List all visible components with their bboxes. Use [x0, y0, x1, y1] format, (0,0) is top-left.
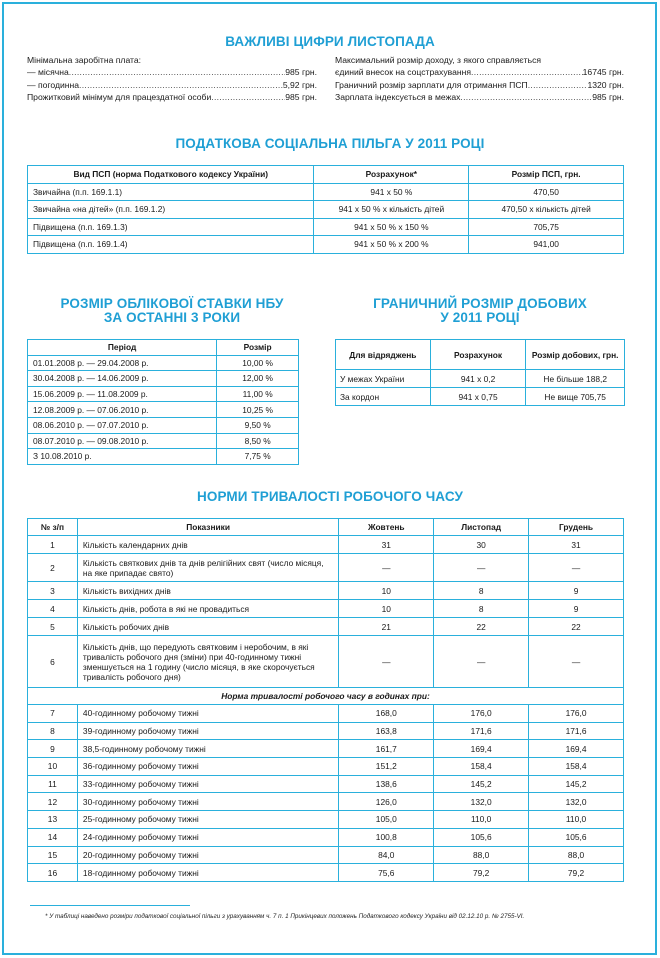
wt-cell: 110,0	[529, 811, 624, 829]
table-row	[28, 183, 624, 201]
wt-cell: 158,4	[529, 758, 624, 776]
table-row	[28, 201, 624, 219]
psp-cell: 470,50 х кількість дітей	[469, 201, 624, 219]
stat-row	[335, 91, 624, 103]
table-row	[28, 618, 624, 636]
nbu-cell: 11,00 %	[217, 386, 299, 402]
wt-cell: 33-годинному робочому тижні	[77, 775, 338, 793]
psp-cell: 941 х 50 % х кількість дітей	[314, 201, 469, 219]
per-diem-cell: 941 х 0,75	[430, 388, 526, 406]
work-time-header: Жовтень	[339, 519, 434, 536]
table-row	[28, 864, 624, 882]
stat-row	[335, 79, 624, 91]
per-diem-table	[335, 339, 625, 406]
table-row	[28, 758, 624, 776]
nbu-title-line: РОЗМІР ОБЛІКОВОЇ СТАВКИ НБУ	[60, 296, 284, 311]
table-row	[28, 705, 624, 723]
table-row	[28, 355, 299, 371]
nbu-cell: 15.06.2009 р. — 11.08.2009 р.	[28, 386, 217, 402]
wt-cell: 84,0	[339, 846, 434, 864]
wt-cell: 105,6	[529, 828, 624, 846]
wt-cell: 30	[434, 536, 529, 554]
table-row	[28, 722, 624, 740]
wt-cell: 25-годинному робочому тижні	[77, 811, 338, 829]
per-diem-cell: Не більше 188,2	[526, 370, 625, 388]
wt-cell: 158,4	[434, 758, 529, 776]
psp-cell: 705,75	[469, 218, 624, 236]
wt-cell: 169,4	[529, 740, 624, 758]
key-figures-left	[27, 54, 317, 104]
psp-cell: 941 х 50 % х 150 %	[314, 218, 469, 236]
work-time-header: № з/п	[28, 519, 78, 536]
wt-cell: 36-годинному робочому тижні	[77, 758, 338, 776]
stat-row	[335, 66, 624, 78]
table-row	[28, 600, 624, 618]
table-row	[336, 370, 625, 388]
table-row	[28, 828, 624, 846]
wt-cell: 13	[28, 811, 78, 829]
wt-cell: Кількість святкових днів та днів релігійних свят (число місяця, на яке припадає свято)	[77, 554, 338, 582]
nbu-cell: 10,00 %	[217, 355, 299, 371]
wt-cell: 5	[28, 618, 78, 636]
nbu-header: Розмір	[217, 340, 299, 356]
wt-cell: 8	[434, 600, 529, 618]
wt-cell: 11	[28, 775, 78, 793]
table-row	[28, 793, 624, 811]
wt-cell: 10	[28, 758, 78, 776]
wt-cell: 132,0	[529, 793, 624, 811]
table-row	[28, 846, 624, 864]
stat-label: Прожитковий мінімум для працездатної особи	[27, 92, 212, 103]
min-wage-heading: Мінімальна заробітна плата:	[27, 55, 142, 65]
key-figures-title: ВАЖЛИВІ ЦИФРИ ЛИСТОПАДА	[225, 34, 435, 49]
nbu-cell: З 10.08.2010 р.	[28, 449, 217, 465]
wt-cell: 39-годинному робочому тижні	[77, 722, 338, 740]
wt-cell: 9	[529, 582, 624, 600]
wt-cell: 3	[28, 582, 78, 600]
wt-cell: 4	[28, 600, 78, 618]
wt-cell: —	[529, 554, 624, 582]
psp-table	[27, 165, 624, 254]
wt-cell: 105,6	[434, 828, 529, 846]
norm-subheader: Норма тривалості робочого часу в годинах при:	[28, 688, 624, 705]
psp-header: Розмір ПСП, грн.	[469, 166, 624, 184]
work-time-title: НОРМИ ТРИВАЛОСТІ РОБОЧОГО ЧАСУ	[197, 489, 463, 504]
stat-value: 5,92 грн.	[282, 79, 317, 90]
psp-header: Розрахунок*	[314, 166, 469, 184]
work-time-table	[27, 518, 624, 882]
psp-cell: 941,00	[469, 236, 624, 254]
per-diem-header: Розмір добових, грн.	[526, 340, 625, 370]
wt-cell: 2	[28, 554, 78, 582]
wt-cell: 75,6	[339, 864, 434, 882]
wt-cell: 24-годинному робочому тижні	[77, 828, 338, 846]
nbu-cell: 9,50 %	[217, 417, 299, 433]
nbu-cell: 7,75 %	[217, 449, 299, 465]
stat-value: 1320 грн.	[587, 79, 624, 90]
wt-cell: 31	[529, 536, 624, 554]
table-row	[28, 417, 299, 433]
wt-cell: 10	[339, 600, 434, 618]
wt-cell: 161,7	[339, 740, 434, 758]
nbu-title	[27, 297, 317, 325]
table-row	[28, 775, 624, 793]
nbu-cell: 01.01.2008 р. — 29.04.2008 р.	[28, 355, 217, 371]
wt-cell: 21	[339, 618, 434, 636]
wt-cell: 88,0	[529, 846, 624, 864]
nbu-cell: 10,25 %	[217, 402, 299, 418]
wt-cell: 100,8	[339, 828, 434, 846]
wt-cell: Кількість вихідних днів	[77, 582, 338, 600]
stat-value: 16745 грн.	[582, 67, 624, 78]
work-time-header: Показники	[77, 519, 338, 536]
wt-cell: 151,2	[339, 758, 434, 776]
wt-cell: 16	[28, 864, 78, 882]
table-row	[28, 218, 624, 236]
table-row	[28, 536, 624, 554]
wt-cell: 145,2	[529, 775, 624, 793]
stat-row	[27, 91, 317, 103]
psp-cell: Підвищена (п.п. 169.1.4)	[28, 236, 314, 254]
wt-cell: 9	[529, 600, 624, 618]
stat-value: 985 грн.	[285, 92, 317, 103]
psp-cell: Звичайна «на дітей» (п.п. 169.1.2)	[28, 201, 314, 219]
wt-cell: 1	[28, 536, 78, 554]
table-row	[28, 371, 299, 387]
stat-row	[27, 79, 317, 91]
table-row	[28, 433, 299, 449]
table-row	[28, 236, 624, 254]
nbu-cell: 08.07.2010 р. — 09.08.2010 р.	[28, 433, 217, 449]
wt-cell: 163,8	[339, 722, 434, 740]
nbu-cell: 08.06.2010 р. — 07.07.2010 р.	[28, 417, 217, 433]
per-diem-title	[335, 297, 625, 325]
stat-label: Зарплата індексується в межах	[335, 92, 461, 103]
stat-label: — місячна	[27, 67, 69, 78]
nbu-title-line: ЗА ОСТАННІ 3 РОКИ	[103, 310, 241, 325]
wt-cell: 30-годинному робочому тижні	[77, 793, 338, 811]
wt-cell: Кількість робочих днів	[77, 618, 338, 636]
wt-cell: 79,2	[529, 864, 624, 882]
wt-cell: 14	[28, 828, 78, 846]
table-row	[28, 636, 624, 688]
wt-cell: 132,0	[434, 793, 529, 811]
max-income-heading: Максимальний розмір доходу, з якого справляється	[335, 55, 542, 65]
psp-title: ПОДАТКОВА СОЦІАЛЬНА ПІЛЬГА У 2011 РОЦІ	[175, 136, 485, 151]
wt-cell: 79,2	[434, 864, 529, 882]
wt-cell: 6	[28, 636, 78, 688]
wt-cell: —	[434, 636, 529, 688]
wt-cell: 171,6	[529, 722, 624, 740]
wt-cell: Кількість днів, робота в які не провадиться	[77, 600, 338, 618]
psp-cell: 941 х 50 % х 200 %	[314, 236, 469, 254]
table-row	[28, 449, 299, 465]
stat-value: 985 грн.	[285, 67, 317, 78]
stat-label: — погодинна	[27, 79, 80, 90]
table-subheader-row	[28, 688, 624, 705]
wt-cell: 168,0	[339, 705, 434, 723]
nbu-table	[27, 339, 299, 465]
nbu-header: Період	[28, 340, 217, 356]
wt-cell: 10	[339, 582, 434, 600]
wt-cell: 22	[529, 618, 624, 636]
per-diem-cell: Не вище 705,75	[526, 388, 625, 406]
work-time-header: Листопад	[434, 519, 529, 536]
wt-cell: —	[339, 636, 434, 688]
wt-cell: 138,6	[339, 775, 434, 793]
psp-cell: Підвищена (п.п. 169.1.3)	[28, 218, 314, 236]
wt-cell: Кількість днів, що передують святковим і неробочим, в які тривалість робочого дня (зміни) при 40-годинному тижні зменшується на 1 годину (число місяця, в яке скорочується тривалість робочого дня)	[77, 636, 338, 688]
per-diem-cell: За кордон	[336, 388, 431, 406]
key-figures-right	[335, 54, 624, 104]
per-diem-cell: У межах України	[336, 370, 431, 388]
wt-cell: 171,6	[434, 722, 529, 740]
table-row	[28, 582, 624, 600]
table-row	[28, 402, 299, 418]
wt-cell: 88,0	[434, 846, 529, 864]
table-row	[28, 554, 624, 582]
wt-cell: 7	[28, 705, 78, 723]
wt-cell: 8	[434, 582, 529, 600]
nbu-cell: 30.04.2008 р. — 14.06.2009 р.	[28, 371, 217, 387]
stat-value: 985 грн.	[592, 92, 624, 103]
wt-cell: 31	[339, 536, 434, 554]
wt-cell: 38,5-годинному робочому тижні	[77, 740, 338, 758]
per-diem-cell: 941 х 0,2	[430, 370, 526, 388]
per-diem-header: Для відряджень	[336, 340, 431, 370]
wt-cell: 20-годинному робочому тижні	[77, 846, 338, 864]
wt-cell: 126,0	[339, 793, 434, 811]
per-diem-header: Розрахунок	[430, 340, 526, 370]
psp-cell: Звичайна (п.п. 169.1.1)	[28, 183, 314, 201]
wt-cell: 12	[28, 793, 78, 811]
wt-cell: 9	[28, 740, 78, 758]
wt-cell: 15	[28, 846, 78, 864]
psp-cell: 470,50	[469, 183, 624, 201]
per-diem-title-line: ГРАНИЧНИЙ РОЗМІР ДОБОВИХ	[373, 296, 587, 311]
wt-cell: 176,0	[434, 705, 529, 723]
footnote-divider	[30, 905, 190, 906]
wt-cell: 169,4	[434, 740, 529, 758]
wt-cell: —	[339, 554, 434, 582]
stat-label: Граничний розмір зарплати для отримання ПСП	[335, 79, 528, 90]
wt-cell: 40-годинному робочому тижні	[77, 705, 338, 723]
wt-cell: 8	[28, 722, 78, 740]
table-row	[28, 811, 624, 829]
wt-cell: 105,0	[339, 811, 434, 829]
per-diem-title-line: У 2011 РОЦІ	[440, 310, 520, 325]
wt-cell: 18-годинному робочому тижні	[77, 864, 338, 882]
wt-cell: —	[529, 636, 624, 688]
wt-cell: 176,0	[529, 705, 624, 723]
work-time-header: Грудень	[529, 519, 624, 536]
footnote: * У таблиці наведено розміри податкової соціальної пільги з урахуванням ч. 7 п. 1 Прикінцевих положень Податкового кодексу України від 02.12.10 р. № 2755-VI.	[45, 913, 525, 920]
psp-header: Вид ПСП (норма Податкового кодексу України)	[28, 166, 314, 184]
nbu-cell: 12.08.2009 р. — 07.06.2010 р.	[28, 402, 217, 418]
nbu-cell: 12,00 %	[217, 371, 299, 387]
stat-label: єдиний внесок на соцстрахування	[335, 67, 472, 78]
wt-cell: 22	[434, 618, 529, 636]
table-row	[336, 388, 625, 406]
wt-cell: 110,0	[434, 811, 529, 829]
table-row	[28, 386, 299, 402]
table-row	[28, 740, 624, 758]
psp-cell: 941 х 50 %	[314, 183, 469, 201]
nbu-cell: 8,50 %	[217, 433, 299, 449]
wt-cell: 145,2	[434, 775, 529, 793]
wt-cell: —	[434, 554, 529, 582]
stat-row	[27, 66, 317, 78]
wt-cell: Кількість календарних днів	[77, 536, 338, 554]
